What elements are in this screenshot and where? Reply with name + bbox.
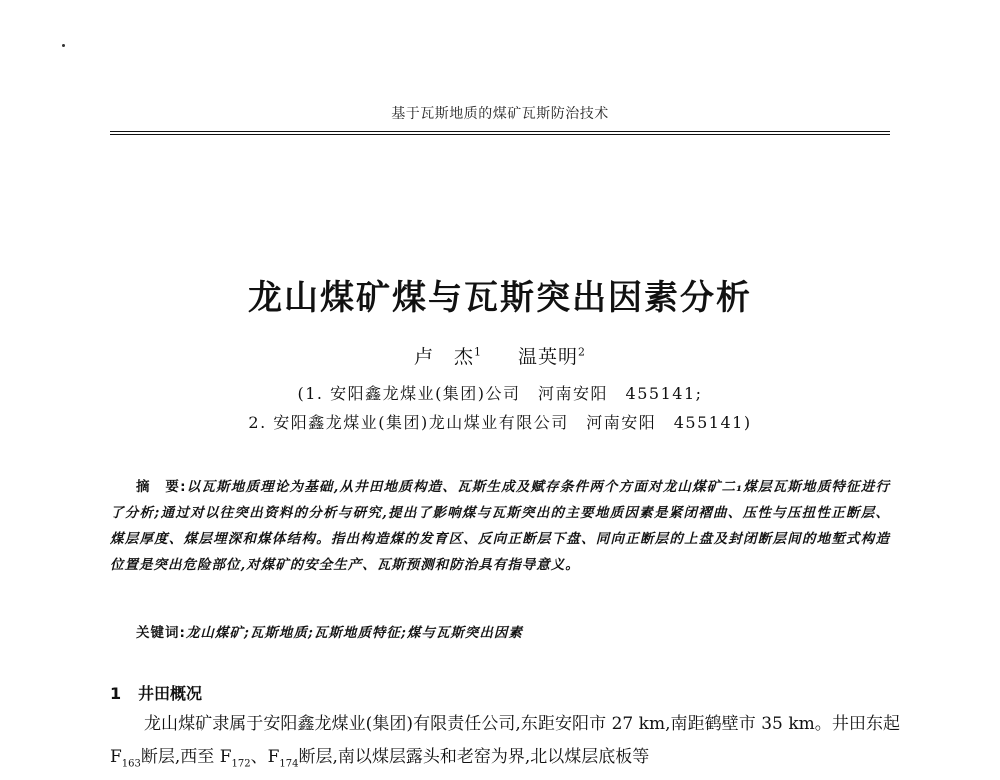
- author-name: 温英明: [518, 346, 579, 368]
- author-name: 卢 杰: [413, 346, 474, 368]
- body-text: 断层,南以煤层露头和老窑为界,北以煤层底板等: [298, 747, 650, 767]
- paper-title: 龙山煤矿煤与瓦斯突出因素分析: [248, 278, 752, 318]
- author-affiliation-mark: 2: [578, 345, 587, 359]
- abstract-text: 以瓦斯地质理论为基础,从井田地质构造、瓦斯生成及赋存条件两个方面对龙山煤矿二₁煤层瓦斯地质特征进行了分析;通过对以往突出资料的分析与研究,提出了影响煤与瓦斯突出的主要地质因素是紧闭褶曲、压性与压扭性正断层、煤层厚度、煤层埋深和煤体结构。指出构造煤的发育区、反向正断层下盘、同向正断层的上盘及封闭断层间的地堑式构造位置是突出危险部位,对煤矿的安全生产、瓦斯预测和防治具有指导意义。: [110, 479, 890, 573]
- speck: [62, 44, 65, 47]
- body-paragraph: [110, 708, 900, 780]
- header-rule: [110, 131, 890, 132]
- affiliation-2: 2. 安阳鑫龙煤业(集团)龙山煤业有限公司 河南安阳 455141): [248, 413, 752, 432]
- affiliation-1: (1. 安阳鑫龙煤业(集团)公司 河南安阳 455141;: [297, 384, 703, 403]
- body-text: 、F: [250, 747, 280, 767]
- fault-subscript: 172: [231, 758, 251, 770]
- running-head: 基于瓦斯地质的煤矿瓦斯防治技术: [391, 106, 609, 122]
- fault-subscript: 163: [121, 758, 141, 770]
- section-heading: [110, 681, 202, 704]
- section-number: 1: [110, 684, 122, 703]
- keywords-text: 龙山煤矿;瓦斯地质;瓦斯地质特征;煤与瓦斯突出因素: [185, 625, 523, 641]
- keywords: [136, 621, 890, 641]
- abstract: [110, 474, 890, 578]
- section-title: 井田概况: [138, 684, 203, 703]
- fault-subscript: 174: [279, 758, 299, 770]
- author-line: [0, 342, 1000, 369]
- body-text: 龙山煤矿隶属于安阳鑫龙煤业(集团)有限责任公司,东距安阳市 27 km,南距鹤壁市 35 km。井田东起 F: [110, 714, 900, 767]
- abstract-label: 摘 要:: [136, 479, 187, 495]
- author-affiliation-mark: 1: [474, 345, 482, 359]
- body-text: 断层,西至 F: [140, 747, 232, 767]
- keywords-label: 关键词:: [136, 625, 186, 641]
- header-rule-second: [110, 134, 890, 135]
